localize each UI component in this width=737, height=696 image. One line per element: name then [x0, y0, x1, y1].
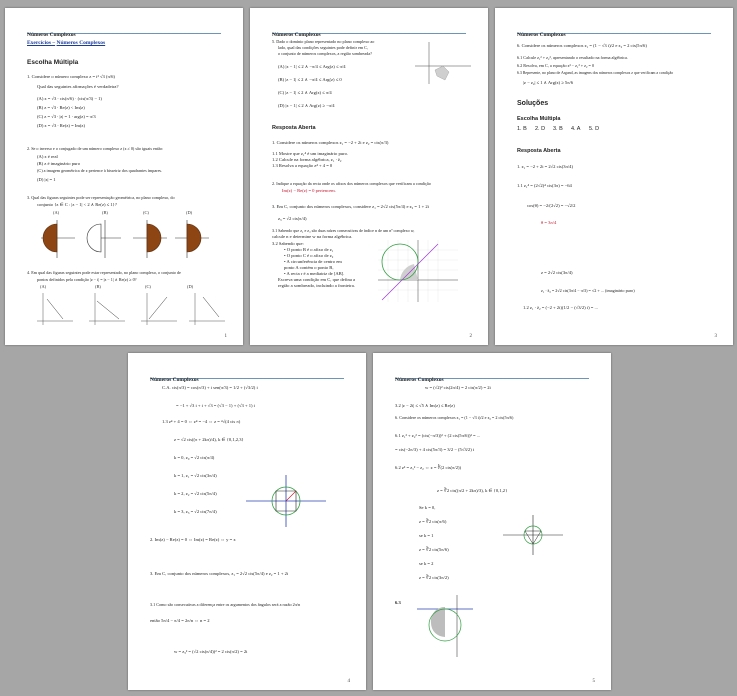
q5-option-c: (C) |z − 1| ≤ 2 ∧ Arg(z) ≤ π/4	[278, 90, 332, 95]
p5-line-5: = cis(−2π/3) + 4 cis(5π/3) = 3/2 − (5√3/2) i	[395, 447, 475, 452]
running-header: Números Complexos	[517, 23, 711, 34]
ra-item-1-2: 1.2 Calcule na forma algébrica, z₁ ∙ z̄₂	[272, 157, 342, 162]
q2-option-a: (A) z é real	[37, 154, 58, 159]
sol-line-1: 1. z₁ = −2 + 2i = 2√2 cis(3π/4)	[517, 164, 573, 169]
ra-question-2: 2. Indique a equação da recta onde os afixos dos números complexos que verificam a condição	[272, 181, 431, 186]
p5-roots-figure	[503, 513, 563, 557]
question-4: 4. Em qual das figuras seguintes pode estar representado, no plano complexo, o conjunto de	[27, 270, 181, 275]
sol-line-2: 1.1 z₁⁴ = (2√2)⁴ cis(3π) = −64	[517, 183, 572, 188]
running-header: Números Complexos	[150, 368, 344, 379]
q4-label-d: (D)	[187, 284, 194, 289]
ra-item-1-1: 1.1 Mostre que z₁⁴ é um imaginário puro.	[272, 151, 349, 156]
ra-bullet-4: • A recta r é a mediatriz de [AB].	[284, 271, 345, 276]
p5-line-1: w = (√2)² cis(2π/4) = 2 cis(π/2) = 2i	[425, 385, 491, 390]
page-number: 3	[714, 334, 717, 339]
ra-item-3-2-b: Escreva uma condição em C, que defina a	[278, 277, 356, 282]
q4-figure-c	[141, 293, 177, 325]
q3-figure-d	[175, 220, 209, 258]
p5-line-13: z = ∛2 cis(3π/2)	[419, 575, 449, 580]
q1-option-d: (D) z = √3 ∙ Re(z) = Im(z)	[37, 123, 86, 128]
running-header: Números Complexos	[395, 368, 589, 379]
ra-bullet-3: • A circunferência de centro em	[284, 259, 342, 264]
question-1-prompt: Qual das seguintes afirmações é verdadeira?	[37, 84, 119, 89]
q3-label-d: (D)	[186, 210, 193, 215]
ra-question-2-b: Im(z) − Re(z) = 0 pertencem.	[282, 188, 336, 193]
q1-option-a: (A) z = √3 ∙ cis(π/6) · (cis(π/3) − 1)	[37, 96, 102, 101]
p4-q31c: w = z₃² = (√2 cis(π/4))² = 2 cis(π/2) = 2i	[174, 649, 248, 654]
question-3-set: conjunto {z ∈ C : |z − 1| < 2 ∧ Re(z) ≤ 1}?	[37, 202, 117, 207]
page-number: 2	[469, 334, 472, 339]
p4-q2: 2. Im(z) − Re(z) = 0 ⇔ Im(z) = Re(z) ⇔ y = x	[150, 537, 236, 542]
q4-figures	[33, 291, 233, 331]
p4-line-1: C.A. cis(π/3) = cos(π/3) + i sen(π/3) = 1/2 + (√3/2) i	[162, 385, 258, 390]
q4-label-c: (C)	[145, 284, 151, 289]
q3-label-a: (A)	[53, 210, 60, 215]
sol-line-6: z₁ ∙ z̄₂ = 2√2 cis(3π/4 − π/3) = √2 + ... (imaginário puro)	[541, 288, 635, 293]
p4-line-5: k = 0, z₀ = √2 cis(π/4)	[174, 455, 215, 460]
p4-roots-figure	[246, 473, 326, 529]
p4-line-7: k = 2, z₂ = √2 cis(5π/4)	[174, 491, 217, 496]
q3-figures	[35, 216, 235, 266]
p5-line-9: z = ∛2 cis(π/6)	[419, 519, 447, 524]
ra-item-3-2-c: região a sombreado, incluindo a fronteira.	[278, 283, 355, 288]
question-5-b: lado, qual das condições seguintes pode definir em C,	[278, 45, 369, 50]
q4-figure-b	[89, 293, 125, 325]
q6-item-2: 6.2 Resolva, em C, a equação z³ − z₁² + z₂ = 0	[517, 63, 595, 68]
ra-item-3-1b: calcule n e determine w na forma algébrica.	[272, 234, 353, 239]
q3-label-b: (B)	[102, 210, 108, 215]
question-5: 5. Dado o domínio plano representado no plano complexo ao	[272, 39, 375, 44]
p4-line-8: k = 3, z₃ = √2 cis(7π/4)	[174, 509, 217, 514]
ra-question-3-b: z₃ = √2 cis(π/4)	[278, 216, 307, 221]
p5-line-7: z = ∛2 cis((π/2 + 2kπ)/3), k ∈ {0,1,2}	[437, 488, 508, 493]
q5-option-a: (A) |z − 1| ≤ 2 ∧ −π/4 ≤ Arg(z) ≤ π/4	[278, 64, 346, 69]
p5-line-6: 6.2 z³ = z₁² − z₂ ⇔ z = ∛(2 cis(π/2))	[395, 465, 462, 470]
question-1: 1. Considere o número complexo z = i² √3 (π/6)	[27, 74, 115, 79]
ra-question-1: 1. Considere os números complexos z₁ = −2 + 2i e z₂ = cis(π/3)	[272, 140, 389, 145]
running-header: Números Complexos	[272, 23, 466, 34]
question-6: 6. Considere os números complexos z₁ = (1 − √3 i)/2 e z₂ = 2 cis(5π/6)	[517, 43, 647, 48]
ra-item-3-2: 3.2 Sabendo que:	[272, 241, 304, 246]
question-5-c: o conjunto de números complexos, a região sombreada?	[278, 51, 372, 56]
answer-2: 2. D	[535, 126, 546, 132]
q4-label-a: (A)	[40, 284, 47, 289]
page-number: 4	[347, 679, 350, 684]
sol-line-7: 1.2 z₁ ∙ z̄₂ = (−2 + 2i)(1/2 − (√3/2) i) = ...	[523, 305, 598, 310]
question-2: 2. Se o inverso e o conjugado de um número complexo z (z ≠ 0) são iguais então:	[27, 146, 164, 151]
p5-label-63: 6.3	[395, 600, 401, 605]
q3-figure-c	[133, 220, 167, 258]
question-3: 3. Qual das figuras seguintes pode ser representação geométrica, no plano complexo, do	[27, 195, 175, 200]
sol-line-3: cos(θ) = −2/(2√2) = −√2/2	[527, 203, 576, 208]
q2-option-c: (C) a imagem geométrica de z pertence à bissetriz dos quadrantes ímpares.	[37, 168, 163, 173]
q2-option-d: (D) |z| = 1	[37, 177, 56, 182]
p5-argand-figure	[417, 595, 473, 657]
page-1	[5, 8, 243, 345]
ra-question-3: 3. Em C, conjunto dos números complexos, considere z₁ = 2√2 cis(5π/4) e z₂ = 1 + 2i	[272, 204, 429, 209]
section-heading: Escolha Múltipla	[517, 116, 561, 122]
ra-bullet-3b: ponto A contém o ponto B,	[284, 265, 334, 270]
q2-option-b: (B) z é imaginário puro	[37, 161, 81, 166]
page-4	[128, 353, 366, 690]
running-header: Números Complexos	[27, 23, 221, 34]
answer-1: 1. B	[517, 126, 527, 132]
q4-figure-d	[189, 293, 225, 325]
q6-item-3-cond: |z − z₂| ≤ 1 ∧ Arg(z) ≥ 5π/6	[523, 80, 574, 85]
q5-option-b: (B) |z − 1| ≤ 2 ∧ −π/4 ≤ Arg(z) ≤ 0	[278, 77, 342, 82]
p4-line-4: z = √2 cis((π + 2kπ)/4), k ∈ {0,1,2,3}	[174, 437, 244, 442]
solutions-title: Soluções	[517, 100, 549, 107]
ra-bullet-2: • O ponto C é o afixo de z₂	[284, 253, 334, 258]
section-heading: Resposta Aberta	[272, 125, 316, 131]
page-number: 5	[592, 679, 595, 684]
document-title: Exercícios – Números Complexos	[27, 40, 106, 46]
sol-line-4: θ = 3π/4	[541, 220, 557, 225]
page-2	[250, 8, 488, 345]
answer-4: 4. A	[571, 126, 581, 132]
q3-figure-b	[87, 220, 121, 258]
q1-option-c: (C) z = √3 ∙ |z| = 1 ∙ arg(z) = π/3	[37, 114, 96, 119]
ra-3-figure	[378, 240, 458, 302]
question-4-set: pontos definidos pela condição |z − i| = |z − 1| ∧ Re(z) ≥ 0?	[37, 277, 137, 282]
section-heading: Escolha Múltipla	[27, 59, 79, 66]
q3-figure-a	[41, 220, 75, 258]
q5-option-d: (D) |z − 1| ≤ 2 ∧ Arg(z) ≥ −π/4	[278, 103, 335, 108]
p5-line-8: Se k = 0,	[419, 505, 436, 510]
ra-item-3-1: 3.1 Sabendo que z₁ e z₃ são duas raízes consecutivas de índice n de um nº complexo w,	[272, 228, 415, 233]
answer-5: 5. D	[589, 126, 600, 132]
page-3	[495, 8, 733, 345]
q6-item-3: 6.3 Represente, no plano de Argand, as imagens dos números complexos z que verificam a condição	[517, 71, 674, 75]
q3-label-c: (C)	[143, 210, 149, 215]
p4-q3: 3. Em C, conjunto dos números complexos, z₁ = 2√2 cis(5π/4) e z₂ = 1 + 2i	[150, 571, 289, 576]
p4-line-3: 1.3 z⁴ + 4 = 0 ⇔ z⁴ = −4 ⇔ z = ⁴√(4 cis π)	[162, 419, 241, 424]
sol-line-5: z = 2√2 cis(3π/4)	[541, 270, 573, 275]
ra-bullet-1: • O ponto B é o afixo de z₁	[284, 247, 334, 252]
page-number: 1	[224, 334, 227, 339]
p5-line-2: 3.2 |z − 2i| ≤ √5 ∧ Im(z) ≤ Re(z)	[395, 403, 455, 408]
q4-figure-a	[37, 293, 73, 325]
q5-figure	[413, 38, 473, 88]
p4-line-6: k = 1, z₁ = √2 cis(3π/4)	[174, 473, 217, 478]
p5-line-10: se k = 1	[419, 533, 434, 538]
p5-line-4: 6.1 z₁² + z₂² = (cis(−π/3))² + (2 cis(5π/6))² = ...	[395, 433, 481, 438]
q1-option-b: (B) z = √3 ∙ Re(z) < Im(z)	[37, 105, 85, 110]
ra-item-1-3: 1.3 Resolva a equação z⁴ + 4 = 0	[272, 163, 333, 168]
p4-q31b: então 5π/4 − π/4 = 2π/n ⇔ n = 2	[150, 618, 210, 623]
page-5	[373, 353, 611, 690]
answer-3: 3. B	[553, 126, 563, 132]
q4-label-b: (B)	[95, 284, 101, 289]
p4-q31: 3.1 Como são consecutivas a diferença entre os argumentos dos ângulos será a razão 2π/n	[150, 602, 301, 607]
p4-line-2: = −1 + √3 i + i + √3 = (√3 − 1) + (√3 + 1) i	[176, 403, 255, 408]
q6-item-1: 6.1 Calcule z₁² + z₂², apresentando o resultado na forma algébrica.	[517, 55, 628, 60]
p5-line-3: 6. Considere os números complexos z₁ = (1 − √3 i)/2 e z₂ = 2 cis(5π/6)	[395, 415, 514, 420]
p5-line-11: z = ∛2 cis(5π/6)	[419, 547, 449, 552]
section-heading-2: Resposta Aberta	[517, 148, 561, 154]
p5-line-12: se k = 2	[419, 561, 434, 566]
